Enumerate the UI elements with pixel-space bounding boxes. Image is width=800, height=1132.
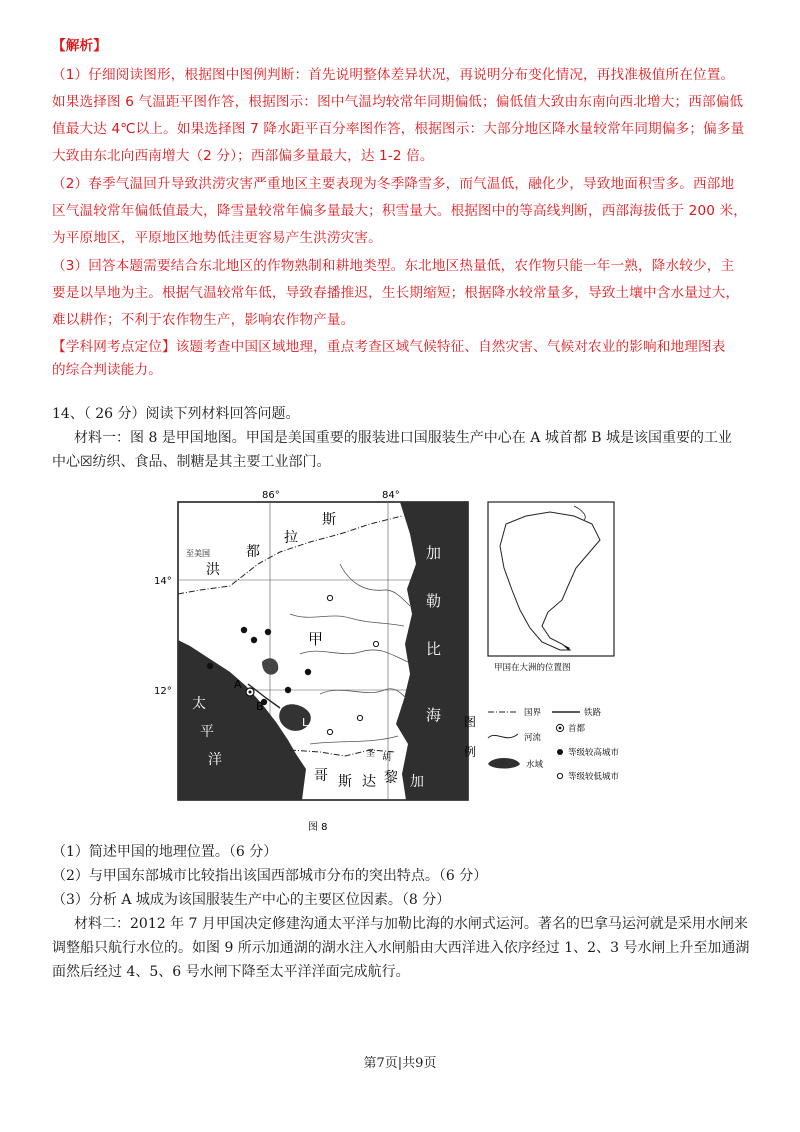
legend-small-city-label: 等级较低城市	[568, 772, 620, 782]
label-carib-4: 海	[426, 706, 442, 724]
city-high	[265, 629, 271, 635]
material2-line-3: 面然后经过 4、5、6 号水闸下降至太平洋洋面完成航行。	[52, 964, 410, 980]
analysis-line-6: 区气温较常年偏低值最大，降雪量较常年偏多量最大；积雪量大。根据图中的等高线判断，西部海拔低于 200 米，	[52, 203, 748, 219]
legend-capital-label: 首都	[568, 724, 586, 734]
sub-question-2: （2）与甲国东部城市比较指出该国西部城市分布的突出特点。（6 分）	[52, 868, 488, 884]
city-low	[327, 595, 332, 600]
legend-small-city-icon	[557, 773, 562, 778]
label-ge: 哥	[314, 768, 328, 784]
legend-title-1: 图	[464, 715, 477, 729]
lat-12-label: 12°	[154, 686, 172, 697]
inset-frame	[488, 502, 614, 656]
inset-caption: 甲国在大洲的位置图	[494, 663, 571, 673]
label-L: L	[302, 716, 309, 729]
lat-14-label: 14°	[154, 576, 172, 587]
legend-river-label: 河流	[524, 733, 542, 743]
label-sheng: 圣	[366, 749, 376, 759]
label-jia2: 加	[410, 774, 424, 790]
label-carib-2: 勒	[426, 592, 442, 610]
kaodian-line-2: 的综合判读能力。	[52, 362, 162, 378]
analysis-line-8: （3）回答本题需要结合东北地区的作物熟制和耕地类型。东北地区热量低，农作物只能一年一熟，降水较少，主	[52, 258, 735, 274]
capital-icon-dot	[249, 691, 252, 694]
label-yang: 洋	[208, 752, 222, 768]
label-hong: 洪	[206, 562, 220, 578]
analysis-line-3: 值最大达 4℃以上。如果选择图 7 降水距平百分率图作答，根据图示：大部分地区降水量较常年同期偏多；偏多量	[52, 121, 745, 137]
lon-86-label: 86°	[262, 490, 280, 501]
legend-rail-label: 铁路	[584, 708, 602, 718]
label-da: 达	[362, 774, 376, 790]
legend-river-swatch	[488, 734, 518, 738]
figure-caption: 图 8	[308, 822, 328, 833]
city-high	[207, 663, 213, 669]
analysis-line-9: 要是以旱地为主。根据气温较常年低，导致春播推迟，生长期缩短；根据降水较常量多，导致土壤中含水量过大，	[52, 285, 740, 301]
question-title: 14、（ 26 分）阅读下列材料回答问题。	[52, 406, 300, 422]
analysis-line-10: 难以耕作；不利于农作物生产，影响农作物产量。	[52, 312, 355, 328]
analysis-line-4: 大致由东北向西南增大（2 分）；西部偏多量最大，达 1-2 倍。	[52, 148, 434, 164]
legend-water-swatch	[488, 758, 520, 769]
map-svg	[154, 490, 620, 836]
kaodian-label: 【学科网考点定位】	[52, 339, 176, 355]
label-la: 拉	[284, 530, 298, 546]
material2-line-2: 调整船只航行水位的。如图 9 所示加通湖的湖水注入水闸船由大西洋进入依序经过 1、2、3 号水闸上升至加通湖	[52, 940, 750, 956]
label-yi: 胡	[382, 753, 392, 763]
label-A: A	[234, 678, 242, 691]
city-low	[327, 729, 332, 734]
analysis-line-7: 为平原地区，平原地区地势低洼更容易产生洪涝灾害。	[52, 230, 382, 246]
city-low	[373, 641, 378, 646]
legend-big-city-icon	[557, 749, 563, 755]
kaodian-text: 该题考查中国区域地理，重点考查区域气候特征、自然灾害、气候对农业的影响和地理图表	[175, 339, 726, 355]
material1-line-1: 材料一：图 8 是甲国地图。甲国是美国重要的服装进口国服装生产中心在 A 城首都 B 城是该国重要的工业	[74, 430, 733, 446]
label-si: 斯	[322, 512, 336, 528]
analysis-line-5: （2）春季气温回升导致洪涝灾害严重地区主要表现为冬季降雪多，而气温低，融化少，导致地面积雪多。西部地	[52, 176, 735, 192]
label-li: 黎	[384, 770, 398, 786]
label-ping: 平	[200, 724, 214, 740]
label-to-usa: 至美国	[186, 549, 210, 558]
sub-question-3: （3）分析 A 城成为该国服装生产中心的主要区位因素。（8 分）	[52, 892, 451, 908]
legend-border-label: 国界	[524, 708, 542, 718]
legend-capital-icon-dot	[559, 727, 562, 730]
city-high	[285, 687, 291, 693]
city-low	[357, 715, 362, 720]
label-si2: 斯	[338, 774, 352, 790]
material1-line-2: 中心☒纺织、食品、制糖是其主要工业部门。	[52, 454, 331, 470]
material2-line-1: 材料二：2012 年 7 月甲国决定修建沟通太平洋与加勒比海的水闸式运河。著名的巴拿马运河就是采用水闸来	[74, 916, 748, 932]
figure-8-map	[154, 490, 620, 836]
analysis-line-1: （1）仔细阅读图形，根据图中图例判断：首先说明整体差异状况，再说明分布变化情况，再找准极值所在位置。	[52, 67, 735, 83]
analysis-line-2: 如果选择图 6 气温距平图作答，根据图示：图中气温均较常年同期偏低；偏低值大致由东南向西北增大；西部偏低	[52, 94, 744, 110]
city-high	[305, 669, 311, 675]
lon-84-label: 84°	[382, 490, 400, 501]
label-B: B	[256, 700, 264, 713]
label-du: 都	[246, 544, 260, 560]
city-high	[251, 637, 257, 643]
city-high	[241, 627, 247, 633]
analysis-heading: 【解析】	[52, 38, 107, 54]
legend-big-city-label: 等级较高城市	[568, 748, 620, 758]
kaodian-line	[52, 337, 725, 357]
legend-title-2: 例	[464, 745, 477, 759]
label-jia-country: 甲	[308, 630, 324, 648]
label-carib-1: 加	[426, 544, 442, 562]
label-tai: 太	[192, 696, 206, 712]
page-footer: 第7页|共9页	[363, 1056, 437, 1071]
sub-question-1: （1）简述甲国的地理位置。（6 分）	[52, 844, 278, 860]
legend-water-label: 水域	[526, 760, 544, 770]
label-carib-3: 比	[426, 640, 442, 658]
